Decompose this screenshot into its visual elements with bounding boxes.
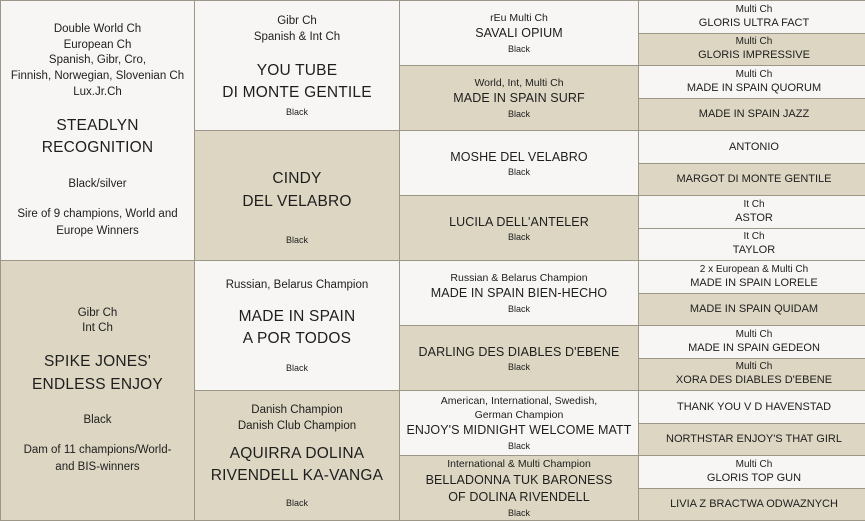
gen2-color: Black	[285, 362, 308, 373]
gen3-name: LUCILA DELL'ANTELER	[449, 214, 589, 229]
gen3-name: MOSHE DEL VELABRO	[450, 149, 588, 164]
gen4-name: MADE IN SPAIN QUORUM	[686, 81, 822, 94]
gen3-color: Black	[507, 167, 530, 178]
gen4-cell	[639, 456, 865, 488]
gen2-name-line: A POR TODOS	[242, 330, 352, 348]
sire-title: European Ch	[63, 38, 132, 51]
sire-name-line: RECOGNITION	[41, 139, 154, 157]
gen4-name: GLORIS IMPRESSIVE	[698, 49, 810, 62]
dam-note	[24, 442, 172, 475]
sire-cell	[1, 1, 194, 260]
gen2-name	[239, 306, 356, 351]
gen3-color: Black	[507, 507, 530, 518]
gen3-cell	[400, 131, 638, 195]
gen4-name: GLORIS TOP GUN	[706, 471, 802, 484]
gen4-name: ASTOR	[735, 211, 773, 224]
sire-title: Finnish, Norwegian, Slovenian Ch	[10, 70, 185, 83]
sire-title: Spanish, Gibr, Cro,	[48, 54, 147, 67]
dam-name	[32, 351, 163, 396]
gen4-cell	[639, 261, 865, 293]
gen3-name: BELLADONNA TUK BARONESS	[425, 472, 613, 487]
gen2-title: Danish Champion	[251, 404, 343, 417]
gen3-cell	[400, 326, 638, 390]
dam-name-line: ENDLESS ENJOY	[32, 375, 163, 393]
dam-note-line: Dam of 11 champions/World-	[23, 444, 172, 457]
gen2-color: Black	[285, 234, 308, 245]
gen4-title: Multi Ch	[735, 458, 773, 470]
gen2-name-line: CINDY	[272, 170, 322, 188]
sire-note-line: Sire of 9 champions, World and	[17, 207, 178, 220]
gen3-name: MADE IN SPAIN BIEN-HECHO	[430, 286, 608, 301]
gen3-cell	[400, 196, 638, 260]
gen4-title: Multi Ch	[735, 3, 773, 15]
gen4-cell	[639, 99, 865, 131]
gen2-name-line: YOU TUBE	[256, 61, 338, 79]
gen4-cell	[639, 326, 865, 358]
gen3-color: Black	[507, 362, 530, 373]
gen2-color: Black	[285, 497, 308, 508]
gen4-title: Multi Ch	[735, 361, 773, 373]
gen4-title: Multi Ch	[735, 36, 773, 48]
dam-note-line: and BIS-winners	[55, 460, 140, 473]
gen4-cell	[639, 229, 865, 261]
gen2-cell	[195, 261, 399, 390]
gen3-color: Black	[507, 441, 530, 452]
gen4-name: MARGOT DI MONTE GENTILE	[676, 173, 832, 186]
gen4-title: It Ch	[743, 231, 765, 243]
gen4-name: XORA DES DIABLES D'EBENE	[675, 374, 833, 387]
gen3-name: OF DOLINA RIVENDELL	[448, 489, 590, 504]
gen4-name: LIVIA Z BRACTWA ODWAZNYCH	[670, 498, 838, 511]
gen4-title: Multi Ch	[735, 328, 773, 340]
gen2-title: Russian, Belarus Champion	[225, 279, 369, 292]
gen2-title: Danish Club Champion	[237, 420, 357, 433]
gen4-title: Multi Ch	[735, 68, 773, 80]
dam-title: Gibr Ch	[77, 306, 118, 319]
sire-color: Black/silver	[68, 177, 127, 190]
gen4-cell	[639, 66, 865, 98]
gen4-cell	[639, 294, 865, 326]
gen2-title: Gibr Ch	[277, 15, 317, 28]
gen3-name: SAVALI OPIUM	[475, 26, 563, 41]
gen3-color: Black	[507, 109, 530, 120]
gen3-color: Black	[507, 232, 530, 243]
gen2-title: Spanish & Int Ch	[253, 31, 341, 44]
gen4-cell	[639, 196, 865, 228]
sire-note	[17, 206, 177, 239]
gen2-color: Black	[285, 106, 308, 117]
gen3-title: Russian & Belarus Champion	[450, 271, 588, 284]
gen3-name: ENJOY'S MIDNIGHT WELCOME MATT	[406, 423, 632, 438]
dam-cell	[1, 261, 194, 520]
sire-note-line: Europe Winners	[56, 224, 139, 237]
gen2-cell	[195, 131, 399, 260]
gen2-cell	[195, 391, 399, 520]
gen2-name	[211, 443, 383, 488]
gen4-name: MADE IN SPAIN QUIDAM	[689, 303, 819, 316]
gen2-name	[222, 60, 372, 105]
gen2-name	[242, 168, 351, 213]
gen4-cell	[639, 34, 865, 66]
gen3-cell	[400, 456, 638, 520]
gen4-cell	[639, 1, 865, 33]
sire-title: Lux.Jr.Ch	[73, 86, 122, 99]
gen4-name: THANK YOU V D HAVENSTAD	[676, 400, 832, 413]
gen2-cell	[195, 1, 399, 130]
gen4-name: ANTONIO	[729, 140, 779, 153]
gen3-color: Black	[507, 304, 530, 315]
gen3-title: German Champion	[474, 408, 564, 421]
gen3-title: International & Multi Champion	[447, 458, 591, 471]
gen3-cell	[400, 261, 638, 325]
gen4-title: It Ch	[743, 198, 765, 210]
gen3-cell	[400, 1, 638, 65]
gen3-title: rEu Multi Ch	[490, 11, 548, 24]
gen2-name-line: RIVENDELL KA-VANGA	[210, 467, 384, 485]
gen3-color: Black	[507, 44, 530, 55]
gen4-cell	[639, 164, 865, 196]
dam-color: Black	[83, 414, 112, 427]
gen2-name-line: DI MONTE GENTILE	[222, 84, 372, 102]
gen4-name: TAYLOR	[732, 244, 776, 257]
gen4-cell	[639, 489, 865, 521]
gen2-name-line: DEL VELABRO	[242, 192, 352, 210]
gen3-name: DARLING DES DIABLES D'EBENE	[418, 344, 620, 359]
gen3-name: MADE IN SPAIN SURF	[453, 91, 585, 106]
dam-name-line: SPIKE JONES'	[43, 353, 151, 371]
gen4-cell	[639, 359, 865, 391]
gen3-title: American, International, Swedish,	[440, 394, 598, 407]
gen4-cell	[639, 424, 865, 456]
gen4-name: MADE IN SPAIN LORELE	[690, 276, 818, 289]
gen3-cell	[400, 391, 638, 455]
gen4-cell	[639, 131, 865, 163]
gen4-name: MADE IN SPAIN JAZZ	[698, 108, 810, 121]
gen4-name: NORTHSTAR ENJOY'S THAT GIRL	[666, 433, 842, 446]
gen4-title: 2 x European & Multi Ch	[699, 263, 809, 275]
gen2-name-line: AQUIRRA DOLINA	[229, 444, 365, 462]
sire-name-line: STEADLYN	[56, 117, 139, 134]
sire-title: Double World Ch	[53, 22, 142, 35]
gen3-cell	[400, 66, 638, 130]
dam-title: Int Ch	[82, 322, 113, 335]
gen4-cell	[639, 391, 865, 423]
gen3-title: World, Int, Multi Ch	[474, 76, 564, 89]
gen4-name: MADE IN SPAIN GEDEON	[688, 341, 820, 354]
sire-name	[42, 115, 154, 160]
gen2-name-line: MADE IN SPAIN	[238, 307, 356, 325]
gen4-name: GLORIS ULTRA FACT	[698, 16, 810, 29]
